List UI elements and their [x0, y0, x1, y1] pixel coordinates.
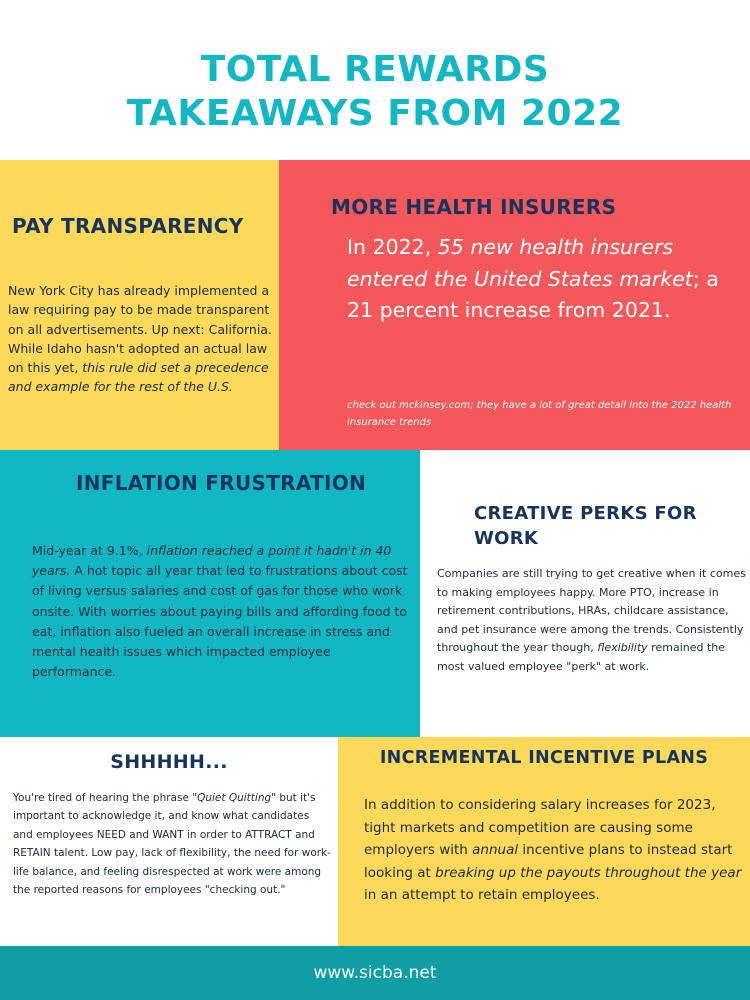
- inflation-text-plain-1: Mid-year at 9.1%,: [32, 543, 147, 558]
- health-insurers-text-plain-2: ; a 21 percent increase from 2021.: [347, 266, 719, 322]
- shhhhh-text-plain-1: You're tired of hearing the phrase ": [13, 792, 198, 804]
- incentive-plans-text-italic-1: annual: [472, 842, 519, 858]
- pay-transparency-text-italic: this rule did set a precedence and example for the rest of the U.S.: [8, 360, 269, 395]
- shhhhh-panel: [0, 737, 338, 946]
- creative-perks-text: [437, 565, 747, 677]
- shhhhh-text: [13, 789, 331, 899]
- inflation-text-plain-2: A hot topic all year that led to frustrations about cost of living versus salaries and cost of gas for those who work onsite. With worries about paying bills and affording food to eat, inflation also fueled an overall increase in stress and mental health issues which impacted employee performance.: [32, 563, 408, 680]
- incentive-plans-text: [364, 794, 744, 907]
- incentive-plans-panel: [338, 737, 750, 946]
- health-insurers-text-plain-1: In 2022,: [347, 235, 438, 259]
- creative-perks-heading: CREATIVE PERKS FOR WORK: [474, 503, 697, 549]
- creative-perks-text-italic: flexibility: [597, 641, 648, 655]
- page-title-line-1: TOTAL REWARDS: [200, 49, 550, 90]
- health-insurers-text: [347, 232, 742, 327]
- page-title: [0, 48, 750, 136]
- pay-transparency-text: [8, 281, 278, 397]
- health-insurers-source-note: check out mckinsey.com; they have a lot of great detail into the 2022 health insurance trends: [347, 400, 732, 428]
- shhhhh-text-italic: Quiet Quitting: [197, 792, 272, 804]
- inflation-text: [32, 541, 412, 682]
- health-insurers-heading: MORE HEALTH INSURERS: [331, 195, 617, 219]
- inflation-text-italic: inflation reached a point it hadn't in 40 years.: [32, 543, 392, 579]
- creative-perks-text-plain-1: Companies are still trying to get creative when it comes to making employees happy. More PTO, increase in retirement contributions, HRAs, childcare assistance, and pet insurance were among the trends. Consistently throughout the year though,: [437, 567, 746, 655]
- footer-bar: [0, 946, 750, 1000]
- creative-perks-panel: [420, 450, 750, 737]
- incentive-plans-text-plain-3: in an attempt to retain employees.: [364, 887, 600, 903]
- shhhhh-heading: SHHHHH...: [110, 751, 228, 773]
- incentive-plans-text-italic-2: breaking up the payouts throughout the year: [435, 864, 742, 881]
- pay-transparency-text-plain: New York City has already implemented a law requiring pay to be made transparent on all advertisements. Up next: California. While Idaho hasn't adopted an actual law on this yet,: [8, 283, 272, 376]
- page-title-line-2: TAKEAWAYS FROM 2022: [126, 93, 624, 134]
- incentive-plans-text-plain-1: In addition to considering salary increases for 2023, tight markets and competition are causing some employers with: [364, 797, 716, 858]
- health-insurers-panel: [279, 160, 750, 450]
- health-insurers-text-italic: 55 new health insurers entered the United States market: [347, 235, 693, 291]
- inflation-heading: INFLATION FRUSTRATION: [76, 471, 367, 495]
- pay-transparency-panel: [0, 160, 279, 450]
- inflation-panel: [0, 450, 420, 737]
- shhhhh-text-plain-2: " but it's important to acknowledge it, and know what candidates and employees NEED and WANT in order to ATTRACT and RETAIN talent. Low pay, lack of flexibility, the need for work-life balance, and feeling disrespected at work were among the reported reasons for employees "checking out.": [13, 792, 331, 897]
- incentive-plans-heading: INCREMENTAL INCENTIVE PLANS: [379, 748, 709, 768]
- pay-transparency-heading: PAY TRANSPARENCY: [12, 214, 244, 238]
- creative-perks-text-plain-2: remained the most valued employee "perk" at work.: [437, 641, 726, 673]
- footer-website-link[interactable]: www.sicba.net: [313, 963, 437, 983]
- incentive-plans-text-plain-2: incentive plans to instead start looking at: [364, 842, 733, 881]
